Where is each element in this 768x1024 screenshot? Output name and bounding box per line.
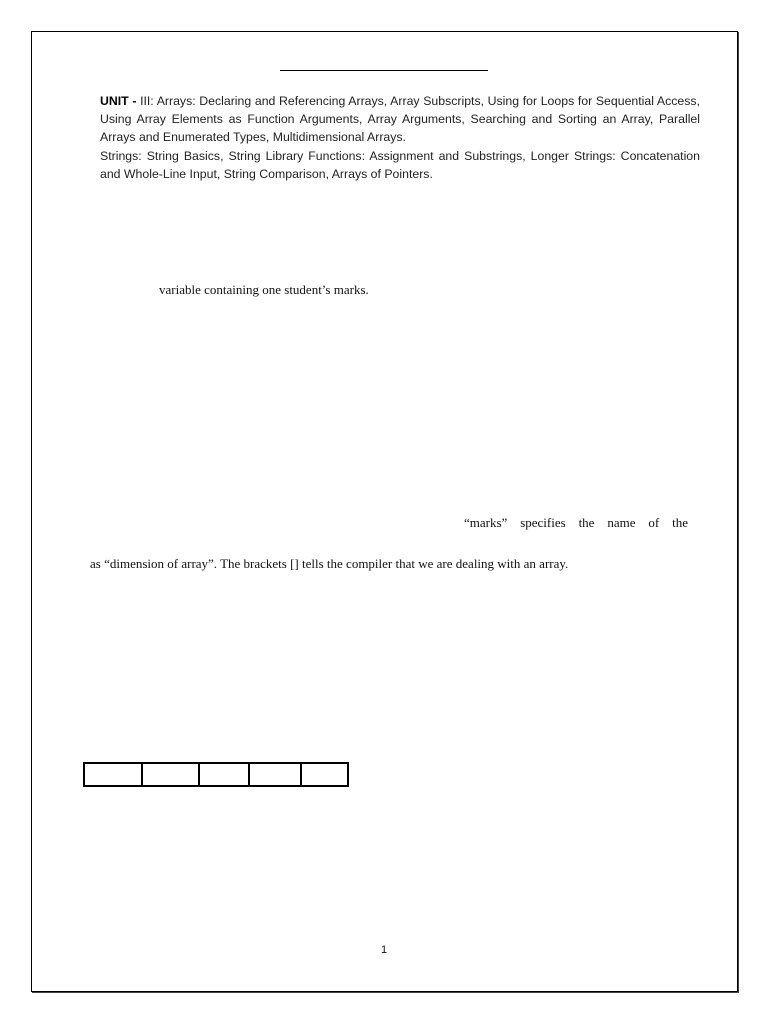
array-cell (250, 764, 302, 785)
body-line-dimension: as “dimension of array”. The brackets [] tells the compiler that we are dealing with an array. (90, 556, 569, 571)
syllabus-block (100, 92, 700, 183)
array-cell (302, 764, 347, 785)
header-rule (280, 70, 488, 71)
unit-label: UNIT - (100, 94, 141, 108)
unit-description: III: Arrays: Declaring and Referencing Arrays, Array Subscripts, Using for Loops for Sequential Access, Using Array Elements as Function Arguments, Array Arguments, Searching and Sorting an Array, Parallel Arrays and Enumerated Types, Multidimensional Arrays. (100, 94, 700, 145)
page-number: 1 (380, 944, 388, 956)
array-cell (85, 764, 143, 785)
array-cell (143, 764, 200, 785)
strings-paragraph: Strings: String Basics, String Library Functions: Assignment and Substrings, Longer Strings: Concatenation and Whole-Line Input, String Comparison, Arrays of Pointers. (100, 148, 700, 181)
array-cell (200, 764, 250, 785)
body-line-marks-name: “marks” specifies the name of the (464, 515, 688, 530)
unit-three-paragraph (100, 92, 700, 147)
body-line-student-marks: variable containing one student’s marks. (159, 282, 369, 297)
array-diagram (83, 762, 349, 787)
